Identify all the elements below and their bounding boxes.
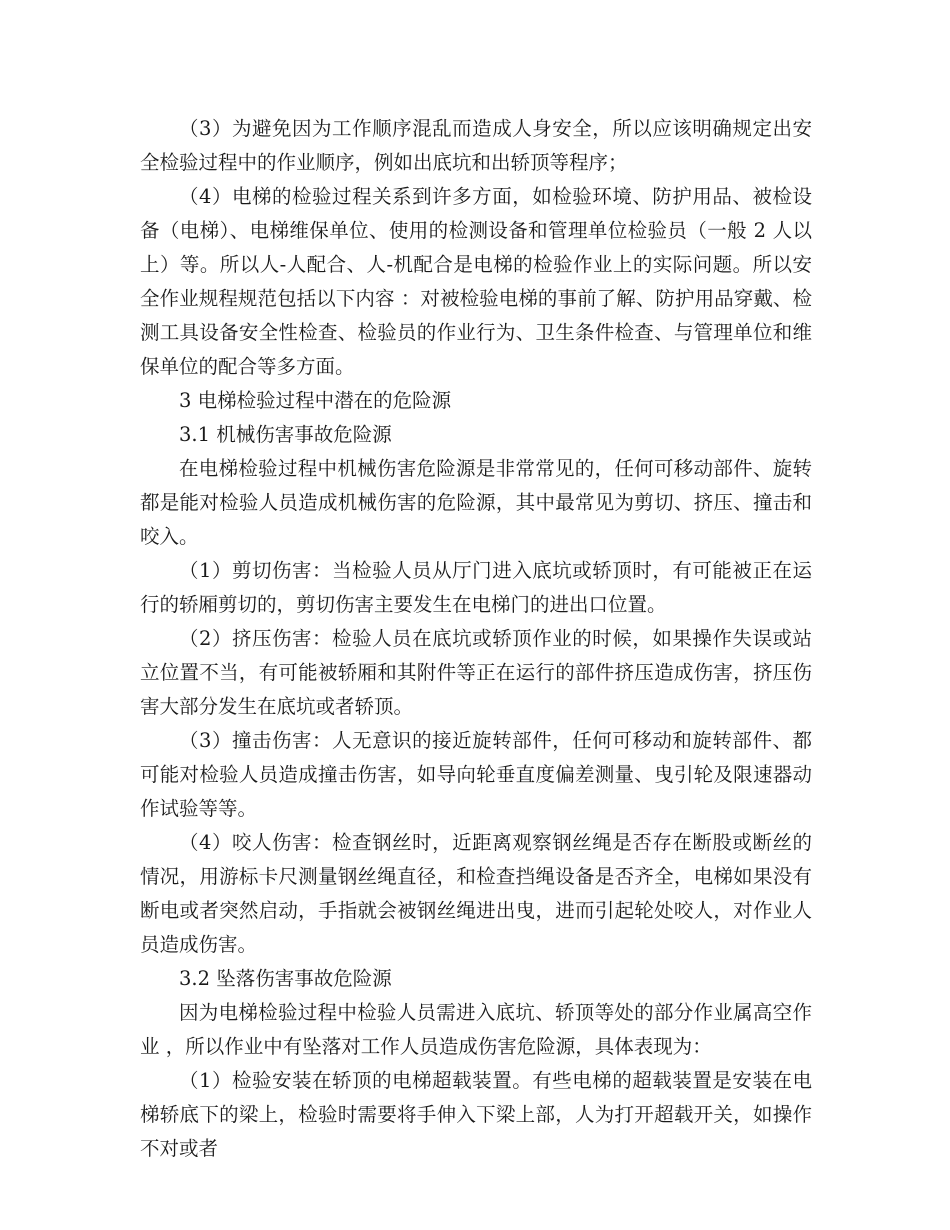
- section-heading-3-1: 3.1 机械伤害事故危险源: [179, 423, 392, 446]
- paragraph-item-4: （4）电梯的检验过程关系到许多方面，如检验环境、防护用品、被检设备（电梯）、电梯维保单位、使用的检测设备和管理单位检验员（一般 2 人以上）等。所以人-人配合、人-机配合是电梯的检验作业上的实际问题。所以安全作业规程规范包括以下内容 ：对被检验电梯的事前了解、防护用品穿戴、检测工具设备安全性检查、检验员的作业行为、卫生条件检查、与管理单位和维保单位的配合等多方面。: [140, 185, 812, 378]
- paragraph-item-3: （3）为避免因为工作顺序混乱而造成人身安全，所以应该明确规定出安全检验过程中的作业顺序，例如出底坑和出轿顶等程序；: [140, 117, 812, 174]
- document-body: [140, 112, 812, 1166]
- section-heading-3-2: 3.2 坠落伤害事故危险源: [179, 967, 392, 990]
- section-heading-3: 3 电梯检验过程中潜在的危险源: [179, 389, 452, 412]
- paragraph-crush-injury: （2）挤压伤害：检验人员在底坑或轿顶作业的时候，如果操作失误或站立位置不当，有可能被轿厢和其附件等正在运行的部件挤压造成伤害，挤压伤害大部分发生在底坑或者轿顶。: [140, 627, 812, 718]
- paragraph-shear-injury: （1）剪切伤害：当检验人员从厅门进入底坑或轿顶时，有可能被正在运行的轿厢剪切的，剪切伤害主要发生在电梯门的进出口位置。: [140, 559, 812, 616]
- paragraph-mechanical-intro: 在电梯检验过程中机械伤害危险源是非常常见的，任何可移动部件、旋转都是能对检验人员造成机械伤害的危险源，其中最常见为剪切、挤压、撞击和咬入。: [140, 457, 812, 548]
- paragraph-entrapment-injury: （4）咬人伤害：检查钢丝时，近距离观察钢丝绳是否存在断股或断丝的情况，用游标卡尺测量钢丝绳直径，和检查挡绳设备是否齐全，电梯如果没有断电或者突然启动，手指就会被钢丝绳进出曳，进而引起轮处咬人，对作业人员造成伤害。: [140, 831, 812, 956]
- paragraph-impact-injury: （3）撞击伤害：人无意识的接近旋转部件，任何可移动和旋转部件、都可能对检验人员造成撞击伤害，如导向轮垂直度偏差测量、曳引轮及限速器动作试验等等。: [140, 729, 812, 820]
- paragraph-fall-intro: 因为电梯检验过程中检验人员需进入底坑、轿顶等处的部分作业属高空作业 ，所以作业中有坠落对工作人员造成伤害危险源，具体表现为：: [140, 1001, 812, 1058]
- paragraph-overload-device: （1）检验安装在轿顶的电梯超载装置。有些电梯的超载装置是安装在电梯轿底下的梁上，检验时需要将手伸入下梁上部，人为打开超载开关，如操作不对或者: [140, 1069, 812, 1160]
